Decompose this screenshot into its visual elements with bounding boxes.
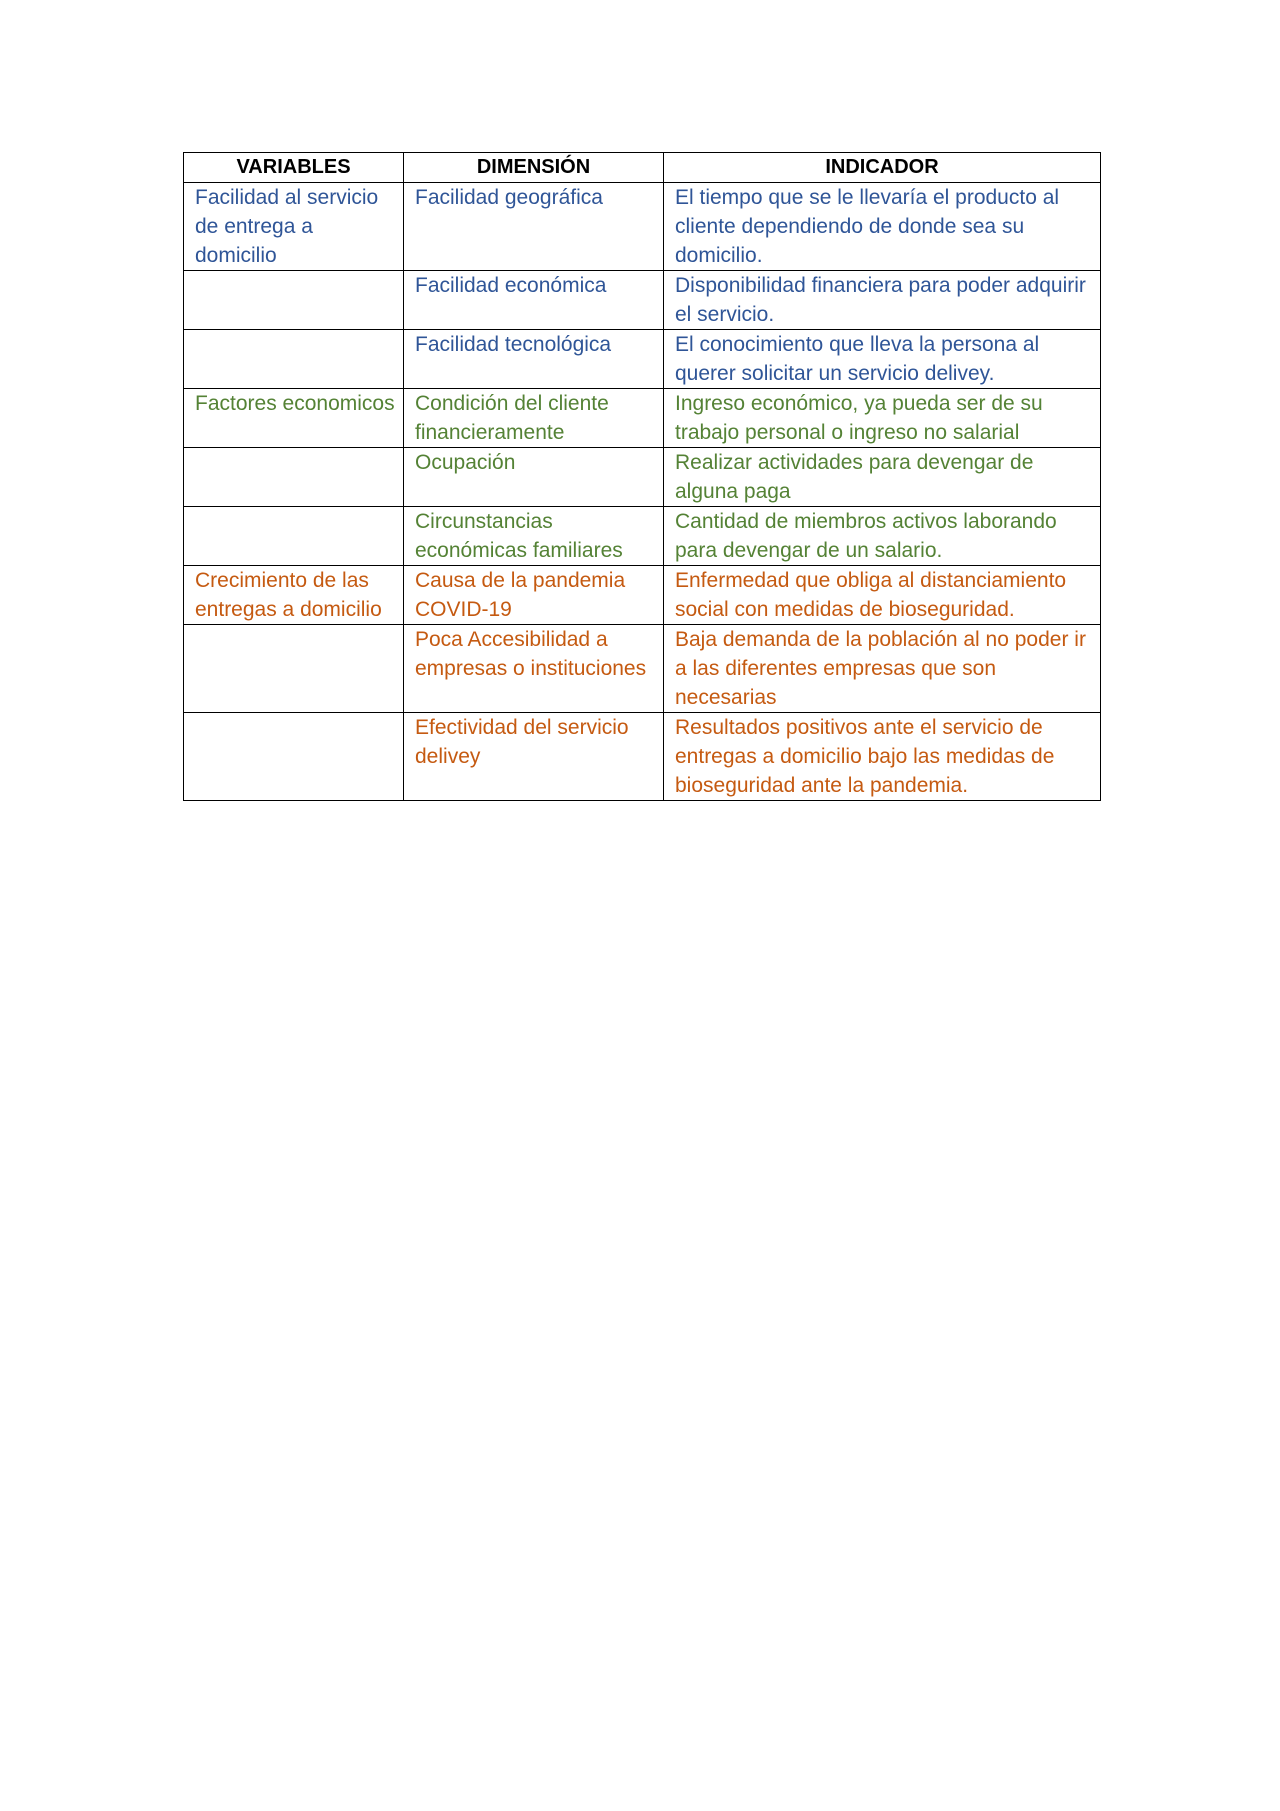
table-row — [184, 625, 1101, 713]
header-indicator: INDICADOR — [664, 153, 1101, 183]
indicator-cell: Ingreso económico, ya pueda ser de su trabajo personal o ingreso no salarial — [664, 389, 1101, 448]
indicator-cell: El conocimiento que lleva la persona al querer solicitar un servicio delivey. — [664, 330, 1101, 389]
dimension-cell: Circunstancias económicas familiares — [404, 507, 664, 566]
indicator-cell: Cantidad de miembros activos laborando para devengar de un salario. — [664, 507, 1101, 566]
dimension-cell: Facilidad tecnológica — [404, 330, 664, 389]
variable-cell — [184, 713, 404, 801]
table-row — [184, 389, 1101, 448]
variable-cell: Facilidad al servicio de entrega a domicilio — [184, 183, 404, 271]
indicator-cell: Realizar actividades para devengar de alguna paga — [664, 448, 1101, 507]
table-row — [184, 183, 1101, 271]
header-variables: VARIABLES — [184, 153, 404, 183]
dimension-cell: Ocupación — [404, 448, 664, 507]
indicator-cell: Enfermedad que obliga al distanciamiento social con medidas de bioseguridad. — [664, 566, 1101, 625]
table-header-row — [184, 153, 1101, 183]
dimension-cell: Efectividad del servicio delivey — [404, 713, 664, 801]
variable-cell: Factores economicos — [184, 389, 404, 448]
table-row — [184, 566, 1101, 625]
variable-cell — [184, 507, 404, 566]
table-row — [184, 271, 1101, 330]
variable-cell — [184, 271, 404, 330]
operationalization-table — [183, 152, 1101, 801]
indicator-cell: El tiempo que se le llevaría el producto al cliente dependiendo de donde sea su domicilio. — [664, 183, 1101, 271]
indicator-cell: Disponibilidad financiera para poder adquirir el servicio. — [664, 271, 1101, 330]
table-row — [184, 330, 1101, 389]
indicator-cell: Resultados positivos ante el servicio de entregas a domicilio bajo las medidas de bioseguridad ante la pandemia. — [664, 713, 1101, 801]
table-row — [184, 713, 1101, 801]
table-row — [184, 507, 1101, 566]
dimension-cell: Causa de la pandemia COVID-19 — [404, 566, 664, 625]
dimension-cell: Condición del cliente financieramente — [404, 389, 664, 448]
dimension-cell: Facilidad geográfica — [404, 183, 664, 271]
variable-cell — [184, 330, 404, 389]
table-row — [184, 448, 1101, 507]
variable-cell: Crecimiento de las entregas a domicilio — [184, 566, 404, 625]
header-dimension: DIMENSIÓN — [404, 153, 664, 183]
dimension-cell: Poca Accesibilidad a empresas o instituciones — [404, 625, 664, 713]
indicator-cell: Baja demanda de la población al no poder ir a las diferentes empresas que son necesarias — [664, 625, 1101, 713]
dimension-cell: Facilidad económica — [404, 271, 664, 330]
variable-cell — [184, 448, 404, 507]
variable-cell — [184, 625, 404, 713]
